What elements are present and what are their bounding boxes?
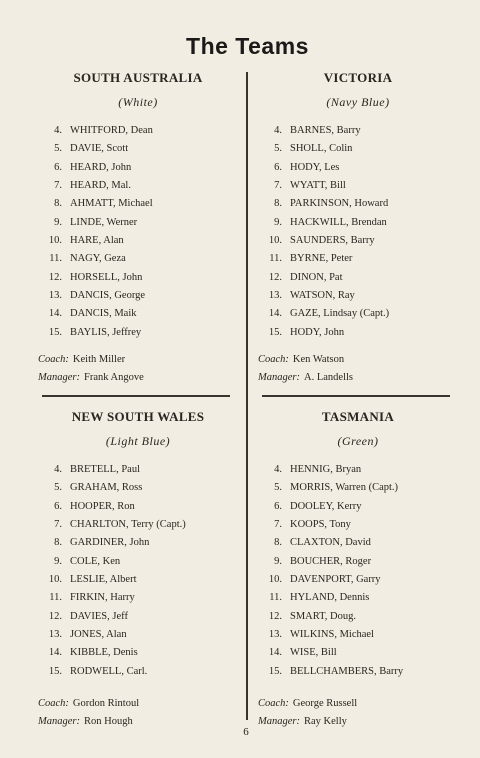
coach-label: Coach: — [258, 354, 289, 366]
player-row — [258, 305, 458, 323]
player-row — [38, 626, 238, 644]
player-name: WILKINS, Michael — [290, 629, 374, 641]
player-name: DINON, Pat — [290, 271, 343, 283]
manager-name: A. Landells — [304, 372, 353, 384]
player-number: 14. — [48, 647, 62, 659]
player-name: WISE, Bill — [290, 647, 337, 659]
player-name: BARNES, Barry — [290, 125, 361, 136]
coach-name: Gordon Rintoul — [72, 698, 140, 710]
player-number: 4. — [54, 125, 62, 136]
player-name: AHMATT, Michael — [70, 198, 153, 210]
player-number: 7. — [274, 180, 282, 192]
player-row — [38, 287, 238, 305]
player-row — [38, 479, 238, 497]
team-name: VICTORIA — [323, 70, 393, 85]
player-number: 14. — [268, 308, 282, 320]
player-number: 6. — [54, 161, 62, 173]
player-list — [258, 461, 458, 681]
player-row — [38, 232, 238, 250]
manager-label: Manager: — [258, 372, 300, 384]
player-number: 5. — [54, 143, 62, 155]
player-row — [258, 159, 458, 177]
coach-label: Coach: — [38, 354, 69, 366]
section-divider-left — [42, 395, 230, 397]
player-name: HOOPER, Ron — [70, 500, 135, 512]
player-number: 13. — [48, 629, 62, 641]
team-tasmania — [258, 408, 458, 731]
player-row — [38, 589, 238, 607]
player-name: MORRIS, Warren (Capt.) — [290, 482, 399, 494]
player-row — [38, 461, 238, 479]
page-number: 6 — [243, 726, 249, 738]
team-name: SOUTH AUSTRALIA — [73, 70, 203, 85]
manager-line — [38, 369, 238, 387]
player-row — [258, 250, 458, 268]
player-row — [258, 608, 458, 626]
manager-name: Frank Angove — [84, 372, 144, 384]
coach-label: Coach: — [258, 698, 289, 710]
player-name: HACKWILL, Brendan — [290, 216, 387, 228]
manager-label: Manager: — [258, 716, 300, 728]
player-row — [258, 177, 458, 195]
manager-line — [258, 713, 458, 731]
coach-name: Ken Watson — [292, 354, 345, 366]
player-number: 11. — [49, 253, 62, 265]
player-number: 8. — [274, 537, 282, 549]
player-row — [38, 250, 238, 268]
player-row — [38, 305, 238, 323]
player-number: 5. — [54, 482, 62, 494]
team-colour: (Navy Blue) — [326, 95, 390, 109]
coach-line — [38, 351, 238, 369]
player-name: HODY, John — [290, 326, 345, 338]
page-title: The Teams — [186, 33, 309, 59]
player-row — [38, 177, 238, 195]
manager-line — [38, 713, 238, 731]
player-number: 15. — [268, 665, 282, 677]
team-south-australia — [38, 69, 238, 387]
player-row — [258, 214, 458, 232]
player-name: LESLIE, Albert — [70, 574, 137, 586]
team-colour: (Green) — [337, 434, 379, 448]
player-row — [258, 516, 458, 534]
player-row — [258, 626, 458, 644]
player-number: 12. — [268, 271, 282, 283]
player-name: WATSON, Ray — [290, 290, 355, 302]
manager-name: Ron Hough — [84, 716, 133, 728]
player-row — [258, 232, 458, 250]
player-number: 6. — [54, 500, 62, 512]
player-row — [38, 140, 238, 158]
player-name: DOOLEY, Kerry — [290, 500, 362, 512]
player-number: 12. — [48, 271, 62, 283]
player-number: 8. — [54, 198, 62, 210]
player-row — [38, 269, 238, 287]
player-name: JONES, Alan — [70, 629, 127, 641]
player-row — [258, 122, 458, 140]
player-number: 6. — [274, 500, 282, 512]
player-number: 6. — [274, 161, 282, 173]
player-name: HENNIG, Bryan — [290, 464, 362, 475]
player-number: 7. — [274, 519, 282, 531]
player-number: 15. — [48, 326, 62, 338]
team-name: TASMANIA — [321, 409, 395, 424]
player-number: 10. — [48, 235, 62, 247]
player-row — [258, 553, 458, 571]
manager-label: Manager: — [38, 372, 80, 384]
player-list — [38, 461, 238, 681]
player-name: HEARD, Mal. — [70, 180, 131, 192]
player-row — [258, 663, 458, 681]
player-number: 9. — [274, 555, 282, 567]
manager-line — [258, 369, 458, 387]
player-number: 13. — [48, 290, 62, 302]
coach-name: Keith Miller — [72, 354, 126, 366]
player-name: HODY, Les — [290, 161, 340, 173]
player-number: 15. — [268, 326, 282, 338]
player-number: 14. — [48, 308, 62, 320]
player-name: BAYLIS, Jeffrey — [70, 326, 142, 338]
player-number: 4. — [274, 464, 282, 475]
player-row — [258, 461, 458, 479]
manager-name: Ray Kelly — [304, 716, 347, 728]
player-list — [258, 122, 458, 342]
player-number: 4. — [54, 464, 62, 475]
player-row — [258, 195, 458, 213]
player-name: WYATT, Bill — [290, 180, 346, 192]
player-name: BRETELL, Paul — [70, 464, 140, 475]
player-number: 9. — [274, 216, 282, 228]
player-name: HARE, Alan — [70, 235, 124, 247]
coach-line — [38, 695, 238, 713]
team-victoria — [258, 69, 458, 387]
player-name: BOUCHER, Roger — [290, 555, 372, 567]
player-number: 4. — [274, 125, 282, 136]
team-colour: (Light Blue) — [105, 434, 171, 448]
manager-label: Manager: — [38, 716, 80, 728]
player-row — [38, 516, 238, 534]
player-list — [38, 122, 238, 342]
player-name: SMART, Doug. — [290, 610, 356, 622]
player-row — [38, 663, 238, 681]
player-number: 13. — [268, 629, 282, 641]
player-row — [258, 140, 458, 158]
player-name: CHARLTON, Terry (Capt.) — [70, 519, 186, 531]
player-number: 13. — [268, 290, 282, 302]
player-name: BELLCHAMBERS, Barry — [290, 665, 404, 677]
coach-label: Coach: — [38, 698, 69, 710]
player-name: HYLAND, Dennis — [290, 592, 370, 604]
player-name: DAVENPORT, Garry — [290, 574, 381, 586]
player-name: DANCIS, George — [70, 290, 146, 302]
player-number: 11. — [269, 253, 282, 265]
player-name: SAUNDERS, Barry — [290, 235, 375, 247]
player-number: 7. — [54, 180, 62, 192]
player-name: PARKINSON, Howard — [290, 198, 389, 210]
coach-name: George Russell — [292, 698, 358, 710]
player-row — [38, 324, 238, 342]
player-row — [38, 644, 238, 662]
player-number: 8. — [54, 537, 62, 549]
team-new-south-wales — [38, 408, 238, 731]
player-row — [258, 571, 458, 589]
player-name: HORSELL, John — [70, 271, 143, 283]
player-number: 10. — [268, 574, 282, 586]
player-name: DAVIE, Scott — [70, 143, 129, 155]
player-number: 5. — [274, 482, 282, 494]
player-number: 12. — [48, 610, 62, 622]
player-number: 12. — [268, 610, 282, 622]
player-name: COLE, Ken — [70, 555, 121, 567]
player-name: BYRNE, Peter — [290, 253, 353, 265]
player-number: 11. — [269, 592, 282, 604]
player-number: 8. — [274, 198, 282, 210]
player-row — [38, 608, 238, 626]
player-row — [258, 269, 458, 287]
player-row — [258, 479, 458, 497]
coach-line — [258, 351, 458, 369]
player-name: GRAHAM, Ross — [70, 482, 143, 494]
player-row — [38, 122, 238, 140]
player-number: 14. — [268, 647, 282, 659]
player-row — [38, 571, 238, 589]
column-divider — [246, 72, 248, 720]
player-row — [38, 498, 238, 516]
player-row — [258, 589, 458, 607]
player-number: 9. — [54, 555, 62, 567]
player-name: GAZE, Lindsay (Capt.) — [290, 308, 390, 320]
player-row — [258, 534, 458, 552]
coach-line — [258, 695, 458, 713]
player-number: 10. — [268, 235, 282, 247]
player-name: CLAXTON, David — [290, 537, 371, 549]
player-row — [258, 644, 458, 662]
player-row — [258, 324, 458, 342]
player-row — [38, 159, 238, 177]
player-row — [38, 214, 238, 232]
player-name: NAGY, Geza — [70, 253, 126, 265]
team-colour: (White) — [118, 95, 158, 109]
player-name: SHOLL, Colin — [290, 143, 353, 155]
player-name: GARDINER, John — [70, 537, 150, 549]
player-number: 9. — [54, 216, 62, 228]
player-row — [258, 498, 458, 516]
player-row — [38, 553, 238, 571]
player-number: 15. — [48, 665, 62, 677]
team-name: NEW SOUTH WALES — [71, 409, 205, 424]
player-name: HEARD, John — [70, 161, 132, 173]
player-row — [38, 195, 238, 213]
player-name: KOOPS, Tony — [290, 519, 351, 531]
player-row — [38, 534, 238, 552]
player-name: DANCIS, Maik — [70, 308, 137, 320]
player-name: RODWELL, Carl. — [70, 665, 148, 677]
player-number: 7. — [54, 519, 62, 531]
player-name: FIRKIN, Harry — [70, 592, 135, 604]
player-number: 5. — [274, 143, 282, 155]
player-name: WHITFORD, Dean — [70, 125, 153, 136]
player-name: DAVIES, Jeff — [70, 610, 128, 622]
player-name: KIBBLE, Denis — [70, 647, 138, 659]
section-divider-right — [262, 395, 450, 397]
player-number: 10. — [48, 574, 62, 586]
player-number: 11. — [49, 592, 62, 604]
player-name: LINDE, Werner — [70, 216, 138, 228]
player-row — [258, 287, 458, 305]
